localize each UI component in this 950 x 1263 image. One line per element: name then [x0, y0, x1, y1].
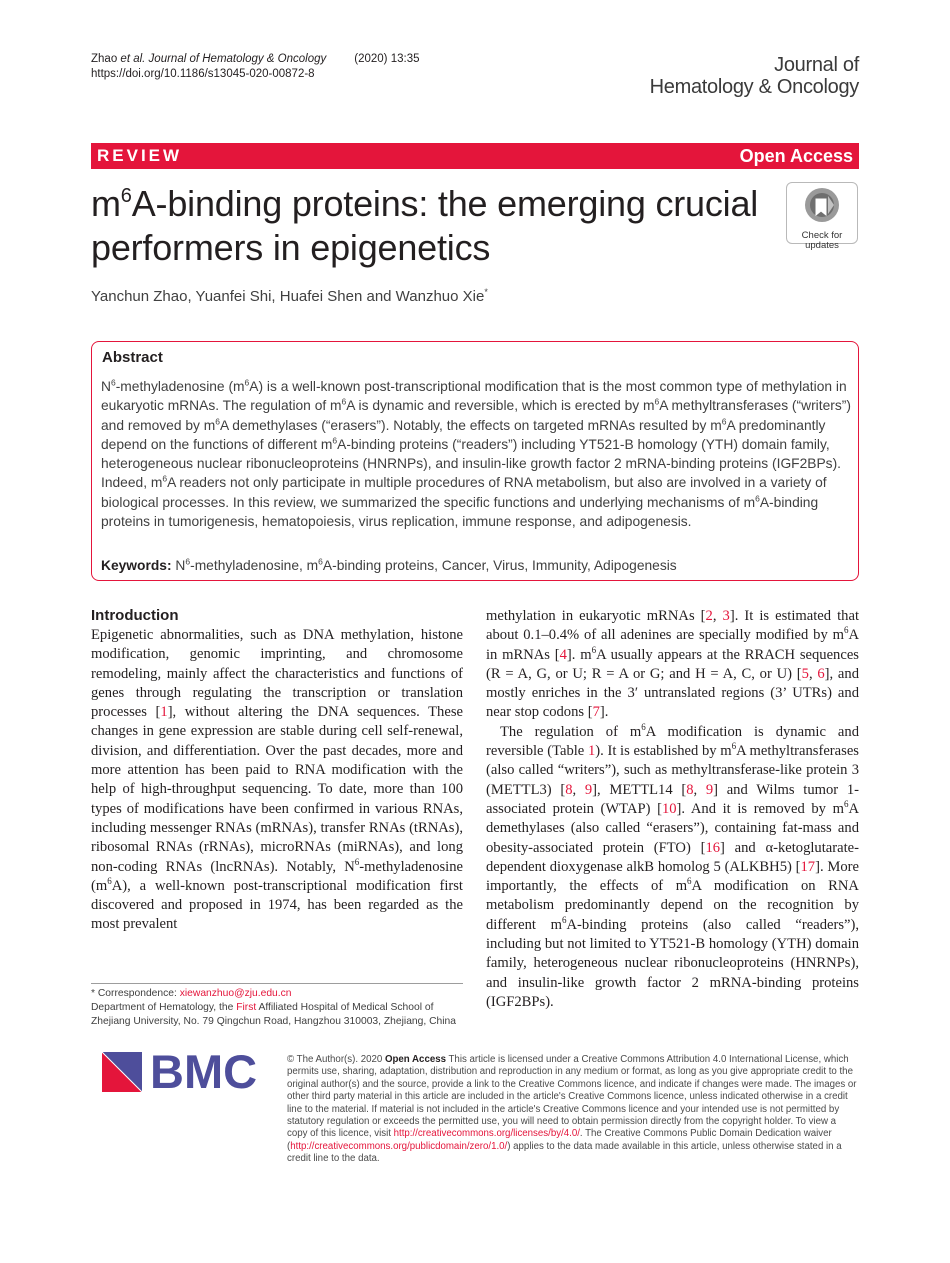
body-column-left — [91, 626, 463, 935]
license-link[interactable]: http://creativecommons.org/licenses/by/4.0/ — [393, 1128, 580, 1140]
journal-logo-line1: Journal of — [774, 54, 859, 76]
citation-link[interactable]: 10 — [661, 800, 677, 817]
check-updates-text — [787, 231, 857, 251]
doi-link[interactable]: https://doi.org/10.1186/s13045-020-00872-8 — [91, 68, 315, 80]
citation-link[interactable]: 2 — [705, 608, 713, 624]
email-link[interactable]: xiewanzhuo@zju.edu.cn — [179, 988, 292, 999]
citation-link[interactable]: 4 — [559, 646, 567, 663]
introduction-heading: Introduction — [91, 607, 179, 624]
author-names: Yanchun Zhao, Yuanfei Shi, Huafei Shen and Wanzhuo Xie — [91, 288, 485, 305]
title-text: A-binding proteins: the emerging crucial performers in epigenetics — [91, 183, 759, 268]
citation-authors: Zhao — [91, 53, 121, 65]
citation-link[interactable]: 3 — [722, 608, 730, 624]
check-updates-line2: updates — [805, 240, 839, 251]
keywords: Keywords: $N^6$-methyladenosine, $m^6A$-binding proteins, Cancer, Virus, Immunity, Adipogenesis — [101, 556, 677, 573]
citation-link[interactable]: 9 — [584, 781, 593, 798]
intro-paragraph-1-cont: methylation in eukaryotic mRNAs [2, 3]. It is estimated that about 0.1–0.4% of all adenines are specially modified by $m^6A$ in mRNAs [4]. $m^6A$ usually appears at the RRACH sequences (R = A, G, or U; R = A or G; and H = A, C, or U) [5, 6], and mostly enriches in the 3′ untranslated regions (3’ UTRs) and near stop codons [7]. — [486, 608, 860, 721]
citation-year: (2020) 13:35 — [354, 53, 420, 65]
intro-paragraph-2: The regulation of $m^6A$ modification is dynamic and reversible (Table 1). It is established by $m^6A$ methyltransferases (also called “writers”), such as methyltransferase-like protein 3 (METTL3) [8, 9], METTL14 [8, 9] and Wilms tumor 1-associated protein (WTAP) [10]. And it is removed by $m^6A$ demethylases (also called “erasers”), containing fat-mass and obesity-associated protein (FTO) [16] and α-ketoglutarate-dependent dioxygenase alkB homolog 5 (ALKBH5) [17]. More importantly, the effects of $m^6A$ modification on RNA metabolism predominantly depend on the recognition by different $m^6A$-binding proteins (also called “readers”), including but not limited to YT521-B homology (YTH) domain family, heterogeneous nuclear ribonucleoproteins (HNRNPs), and insulin-like growth factor 2 mRNA-binding proteins (IGF2BPs). — [486, 721, 859, 1010]
waiver-link[interactable]: http://creativecommons.org/publicdomain/zero/1.0/ — [290, 1140, 508, 1152]
citation-journal: et al. Journal of Hematology & Oncology — [120, 53, 327, 65]
title-prefix: m — [91, 183, 121, 224]
citation-link[interactable]: 8 — [686, 781, 694, 798]
title-superscript: 6 — [120, 185, 132, 207]
intro-paragraph-1: Epigenetic abnormalities, such as DNA methylation, histone modification, genomic imprinting, and chromosome remodeling, mainly affect the characteristics and functions of genes through regulating the transcription or translation processes [1], without altering the DNA sequences. These changes in gene expression are stable during cell self-renewal, division, and differentiation. Over the past decades, more and more attention has been paid to RNA modification with the help of high-throughput sequencing. To date, more than 100 types of modifications have been confirmed in various RNAs, including messenger RNAs (mRNAs), transfer RNAs (tRNAs), ribosomal RNAs (rRNAs), microRNAs (miRNAs), and long non-coding RNAs (lncRNAs). Notably, $N^6$-methyladenosine $(m^6A)$, a well-known post-transcriptional modification first discovered and proposed in 1974, has been regarded as the most prevalent — [91, 627, 463, 933]
license-statement: © The Author(s). 2020 Open Access This article is licensed under a Creative Commons Attribution 4.0 International License, which permits use, sharing, adaptation, distribution and reproduction in any medium or format, as long as you give appropriate credit to the original author(s) and the source, provide a link to the Creative Commons licence, and indicate if changes were made. The images or other third party material in this article are included in the article's Creative Commons licence, unless indicated otherwise in a credit line to the material. If material is not included in the article's Creative Commons licence and your intended use is not permitted by statutory regulation or exceeds the permitted use, you will need to obtain permission directly from the copyright holder. To view a copy of this licence, visit http://creativecommons.org/licenses/by/4.0/. The Creative Commons Public Domain Dedication waiver (http://creativecommons.org/publicdomain/zero/1.0/) applies to the data made available in this article, unless otherwise stated in a credit line to the data. — [287, 1054, 857, 1165]
bmc-logo-mark-icon — [102, 1052, 142, 1092]
correspondence-line: * Correspondence: xiewanzhuo@zju.edu.cn — [91, 988, 292, 999]
open-access-label: Open Access — [739, 145, 853, 166]
citation-link[interactable]: 17 — [800, 858, 816, 875]
citation-line — [91, 52, 419, 67]
citation-link[interactable]: 5 — [801, 665, 809, 682]
keywords-label: Keywords: — [101, 558, 172, 573]
corresponding-mark: * — [484, 287, 488, 297]
citation-link[interactable]: 8 — [565, 781, 573, 798]
affiliation-link[interactable]: First — [236, 1002, 257, 1013]
table-link[interactable]: 1 — [587, 743, 596, 760]
body-column-right — [486, 607, 859, 1012]
journal-logo — [650, 54, 859, 98]
journal-logo-line2: Hematology & Oncology — [649, 76, 859, 98]
check-updates-line1: Check for — [801, 230, 843, 241]
article-type-banner — [91, 143, 859, 169]
citation-link[interactable]: 9 — [705, 781, 714, 798]
citation-link[interactable]: 6 — [817, 665, 825, 682]
article-type-label: REVIEW — [97, 146, 183, 165]
citation-link[interactable]: 16 — [705, 839, 721, 856]
affiliation: Department of Hematology, the First Affiliated Hospital of Medical School of Zhejiang University, No. 79 Qingchun Road, Hangzhou 310003, Zhejiang, China — [91, 1002, 457, 1027]
article-title — [91, 182, 771, 270]
author-list — [91, 287, 488, 305]
bmc-logo-word: BMC — [150, 1045, 258, 1098]
open-access-bold: Open Access — [384, 1054, 446, 1065]
citation-header — [91, 52, 419, 82]
abstract-heading: Abstract — [102, 349, 163, 366]
bmc-logo — [102, 1045, 272, 1098]
check-for-updates-badge[interactable] — [786, 182, 858, 251]
correspondence-footnote — [91, 983, 463, 1029]
check-updates-icon — [802, 185, 842, 225]
citation-link[interactable]: 7 — [592, 704, 600, 721]
citation-link[interactable]: 1 — [160, 704, 168, 721]
abstract-text: $N^6$-methyladenosine $(m^6A)$ is a well-known post-transcriptional modification that is the most common type of methylation in eukaryotic mRNAs. The regulation of $m^6A$ is dynamic and reversible, which is erected by $m^6A$ methyltransferases (“writers”) and removed by $m^6A$ demethylases (“erasers”). Notably, the effects on targeted mRNAs resulted by $m^6A$ predominantly depend on the functions of different $m^6A$-binding proteins (“readers”) including YT521-B homology (YTH) domain family, heterogeneous nuclear ribonucleoproteins (HNRNPs), and insulin-like growth factor 2 mRNA-binding proteins (IGF2BPs). Indeed, $m^6A$ readers not only participate in multiple procedures of RNA metabolism, but also are involved in a variety of biological processes. In this review, we summarized the specific functions and underlying mechanisms of $m^6A$-binding proteins in tumorigenesis, hematopoiesis, virus replication, immune response, and adipogenesis. — [101, 377, 851, 530]
